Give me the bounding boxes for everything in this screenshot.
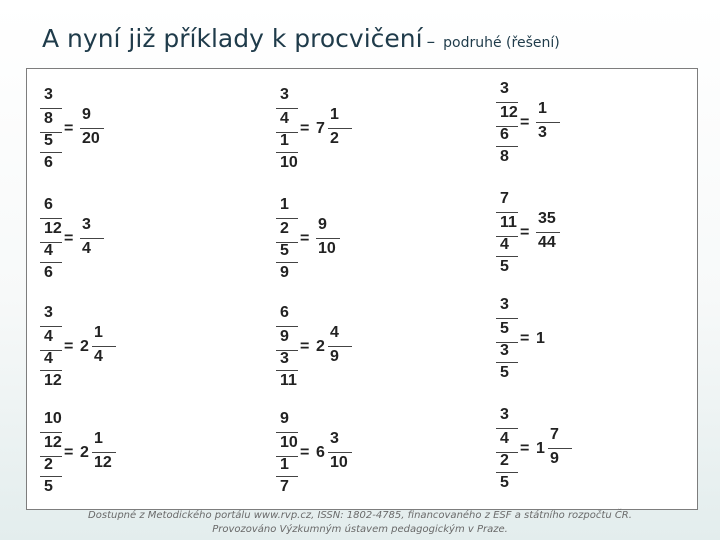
equals-sign: = [64,120,74,137]
cancel-factor-bottom: 12 [44,372,62,389]
cancel-bar-bottom [276,152,298,153]
result-fraction-bar [316,238,340,239]
cancel-factor-bottom: 6 [44,264,53,281]
cancel-factor-top: 6 [280,304,289,321]
cancel-factor-bottom: 11 [280,372,297,389]
cancel-factor-top: 7 [500,190,509,207]
cancel-bar-top [40,432,62,433]
title-main: A nyní již příklady k procvičení [42,24,423,53]
result-denominator: 10 [330,454,348,471]
result-numerator: 35 [538,210,556,227]
result-numerator: 9 [82,106,91,123]
cancel-factor-bottom: 9 [280,264,289,281]
title-subtitle: podruhé (řešení) [443,35,560,51]
cancel-bar-top [496,212,518,213]
result-numerator: 3 [330,430,339,447]
cancel-bar-bottom [40,152,62,153]
cancel-factor-bottom: 5 [500,364,509,381]
cancel-bar-top [276,326,298,327]
fraction-denominator: 6 [500,126,509,143]
fraction-numerator: 4 [44,328,53,345]
result-fraction-bar [328,128,352,129]
result-fraction-bar [536,122,560,123]
fraction-denominator: 5 [280,242,289,259]
result-fraction-bar [328,452,352,453]
fraction-numerator: 9 [280,328,289,345]
cancel-factor-top: 3 [500,296,509,313]
equals-sign: = [520,224,530,241]
result-denominator: 20 [82,130,100,147]
fraction-numerator: 12 [44,434,62,451]
cancel-bar-top [276,218,298,219]
equals-sign: = [520,330,530,347]
equals-sign: = [300,338,310,355]
cancel-bar-top [496,428,518,429]
cancel-bar-bottom [40,370,62,371]
fraction-numerator: 11 [500,214,517,231]
fraction-denominator: 4 [44,350,53,367]
result-denominator: 9 [550,450,559,467]
result-denominator: 44 [538,234,556,251]
cancel-factor-top: 3 [500,406,509,423]
cancel-factor-top: 10 [44,410,62,427]
cancel-bar-bottom [496,256,518,257]
cancel-factor-bottom: 8 [500,148,509,165]
result-denominator: 3 [538,124,547,141]
fraction-numerator: 8 [44,110,53,127]
cancel-bar-top [276,432,298,433]
equals-sign: = [300,444,310,461]
cancel-bar-bottom [276,262,298,263]
cancel-factor-bottom: 5 [500,258,509,275]
result-fraction-bar [80,128,104,129]
page-title [42,24,560,53]
equals-sign: = [300,230,310,247]
equals-sign: = [64,230,74,247]
equals-sign: = [64,338,74,355]
cancel-bar-bottom [496,146,518,147]
fraction-denominator: 1 [280,132,289,149]
fraction-denominator: 2 [500,452,509,469]
result-numerator: 7 [550,426,559,443]
exercises-panel [26,68,698,510]
result-fraction-bar [548,448,572,449]
result-numerator: 1 [94,430,103,447]
result-whole: 1 [536,440,545,457]
result-numerator: 4 [330,324,339,341]
fraction-numerator: 4 [280,110,289,127]
result-whole: 1 [536,330,545,347]
fraction-denominator: 2 [44,456,53,473]
fraction-denominator: 5 [44,132,53,149]
fraction-numerator: 5 [500,320,509,337]
fraction-numerator: 10 [280,434,298,451]
result-whole: 2 [80,338,89,355]
result-numerator: 1 [538,100,547,117]
result-denominator: 10 [318,240,336,257]
cancel-factor-bottom: 7 [280,478,289,495]
result-numerator: 3 [82,216,91,233]
cancel-factor-top: 3 [44,86,53,103]
cancel-factor-top: 1 [280,196,289,213]
equals-sign: = [300,120,310,137]
cancel-bar-bottom [40,476,62,477]
result-fraction-bar [92,452,116,453]
fraction-numerator: 2 [280,220,289,237]
cancel-bar-top [276,108,298,109]
cancel-bar-top [496,102,518,103]
cancel-bar-top [40,326,62,327]
result-denominator: 2 [330,130,339,147]
footer [0,509,720,537]
fraction-denominator: 3 [500,342,509,359]
cancel-factor-top: 3 [500,80,509,97]
cancel-factor-top: 3 [44,304,53,321]
result-numerator: 1 [330,106,339,123]
fraction-denominator: 3 [280,350,289,367]
result-fraction-bar [328,346,352,347]
result-fraction-bar [80,238,104,239]
equals-sign: = [520,440,530,457]
result-fraction-bar [536,232,560,233]
result-denominator: 4 [94,348,103,365]
cancel-bar-bottom [40,262,62,263]
cancel-bar-top [40,108,62,109]
cancel-bar-bottom [496,472,518,473]
fraction-numerator: 12 [44,220,62,237]
footer-line-2: Provozováno Výzkumným ústavem pedagogickým v Praze. [212,524,508,535]
cancel-bar-top [40,218,62,219]
cancel-bar-bottom [276,476,298,477]
fraction-numerator: 4 [500,430,509,447]
result-numerator: 9 [318,216,327,233]
cancel-factor-bottom: 10 [280,154,298,171]
cancel-factor-bottom: 5 [44,478,53,495]
fraction-denominator: 4 [500,236,509,253]
cancel-bar-bottom [496,362,518,363]
cancel-factor-top: 6 [44,196,53,213]
title-dash: – [426,32,436,52]
result-denominator: 9 [330,348,339,365]
cancel-factor-top: 9 [280,410,289,427]
fraction-denominator: 1 [280,456,289,473]
fraction-numerator: 12 [500,104,518,121]
footer-line-1: Dostupné z Metodického portálu www.rvp.cz, ISSN: 1802-4785, financovaného z ESF a státního rozpočtu ČR. [88,510,632,521]
result-denominator: 4 [82,240,91,257]
result-numerator: 1 [94,324,103,341]
result-fraction-bar [92,346,116,347]
cancel-factor-top: 3 [280,86,289,103]
result-whole: 7 [316,120,325,137]
cancel-factor-bottom: 6 [44,154,53,171]
cancel-bar-top [496,318,518,319]
result-denominator: 12 [94,454,112,471]
fraction-denominator: 4 [44,242,53,259]
equals-sign: = [64,444,74,461]
result-whole: 2 [80,444,89,461]
equals-sign: = [520,114,530,131]
result-whole: 6 [316,444,325,461]
cancel-bar-bottom [276,370,298,371]
result-whole: 2 [316,338,325,355]
cancel-factor-bottom: 5 [500,474,509,491]
